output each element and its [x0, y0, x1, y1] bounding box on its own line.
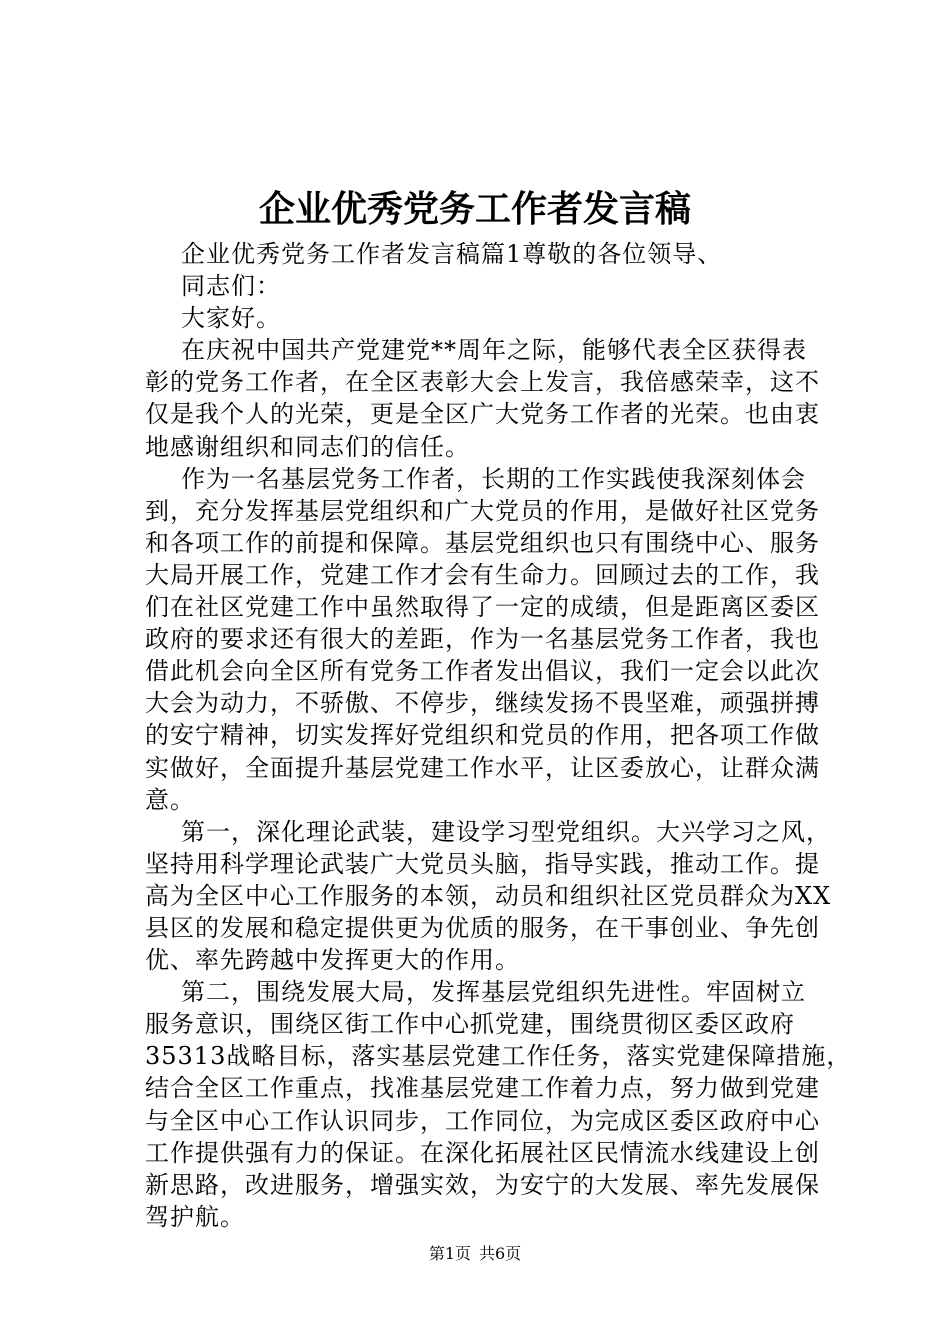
body-line: 们在社区党建工作中虽然取得了一定的成绩，但是距离区委区: [145, 593, 820, 622]
body-line: 彰的党务工作者，在全区表彰大会上发言，我倍感荣幸，这不: [145, 368, 820, 397]
body-line: 实做好，全面提升基层党建工作水平，让区委放心，让群众满: [145, 753, 820, 782]
body-line: 第二，围绕发展大局，发挥基层党组织先进性。牢固树立: [181, 978, 806, 1007]
body-line: 借此机会向全区所有党务工作者发出倡议，我们一定会以此次: [145, 657, 820, 686]
body-line: 大家好。: [181, 304, 281, 333]
body-line: 与全区中心工作认识同步，工作同位，为完成区委区政府中心: [145, 1106, 820, 1135]
body-line: 大会为动力，不骄傲、不停步，继续发扬不畏坚难，顽强拼搏: [145, 689, 820, 718]
page-footer: [0, 1244, 950, 1264]
body-line: 政府的要求还有很大的差距，作为一名基层党务工作者，我也: [145, 625, 820, 654]
body-line: 工作提供强有力的保证。在深化拓展社区民情流水线建设上创: [145, 1138, 820, 1167]
body-line: 意。: [145, 785, 195, 814]
document-body: [145, 238, 852, 1233]
body-line: 新思路，改进服务，增强实效，为安宁的大发展、率先发展保: [145, 1170, 820, 1199]
body-line: 结合全区工作重点，找准基层党建工作着力点，努力做到党建: [145, 1074, 820, 1103]
body-line: 地感谢组织和同志们的信任。: [145, 432, 470, 461]
body-line: 35313战略目标，落实基层党建工作任务，落实党建保障措施，: [145, 1042, 852, 1071]
body-line: 坚持用科学理论武装广大党员头脑，指导实践，推动工作。提: [145, 849, 820, 878]
body-line: 大局开展工作，党建工作才会有生命力。回顾过去的工作，我: [145, 560, 820, 589]
body-line: 第一，深化理论武装，建设学习型党组织。大兴学习之风，: [181, 817, 831, 846]
body-line: 企业优秀党务工作者发言稿篇1尊敬的各位领导、: [181, 240, 723, 268]
page-number: 第1页: [428, 1244, 471, 1263]
body-line: 和各项工作的前提和保障。基层党组织也只有围绕中心、服务: [145, 528, 820, 557]
body-line: 在庆祝中国共产党建党**周年之际，能够代表全区获得表: [181, 336, 807, 365]
body-line: 的安宁精神，切实发挥好党组织和党员的作用，把各项工作做: [145, 721, 820, 750]
page-total: 共6页: [479, 1244, 522, 1263]
body-line: 县区的发展和稳定提供更为优质的服务，在干事创业、争先创: [145, 913, 820, 942]
document-title: 企业优秀党务工作者发言稿: [258, 188, 691, 230]
body-line: 到，充分发挥基层党组织和广大党员的作用，是做好社区党务: [145, 496, 820, 525]
body-line: 作为一名基层党务工作者，长期的工作实践使我深刻体会: [181, 464, 806, 493]
body-line: 服务意识，围绕区街工作中心抓党建，围绕贯彻区委区政府: [145, 1010, 795, 1039]
body-line: 同志们：: [181, 272, 281, 301]
body-line: 仅是我个人的光荣，更是全区广大党务工作者的光荣。也由衷: [145, 400, 820, 429]
body-line: 优、率先跨越中发挥更大的作用。: [145, 946, 520, 975]
body-line: 驾护航。: [145, 1202, 245, 1231]
body-line: 高为全区中心工作服务的本领，动员和组织社区党员群众为XX: [145, 881, 832, 910]
